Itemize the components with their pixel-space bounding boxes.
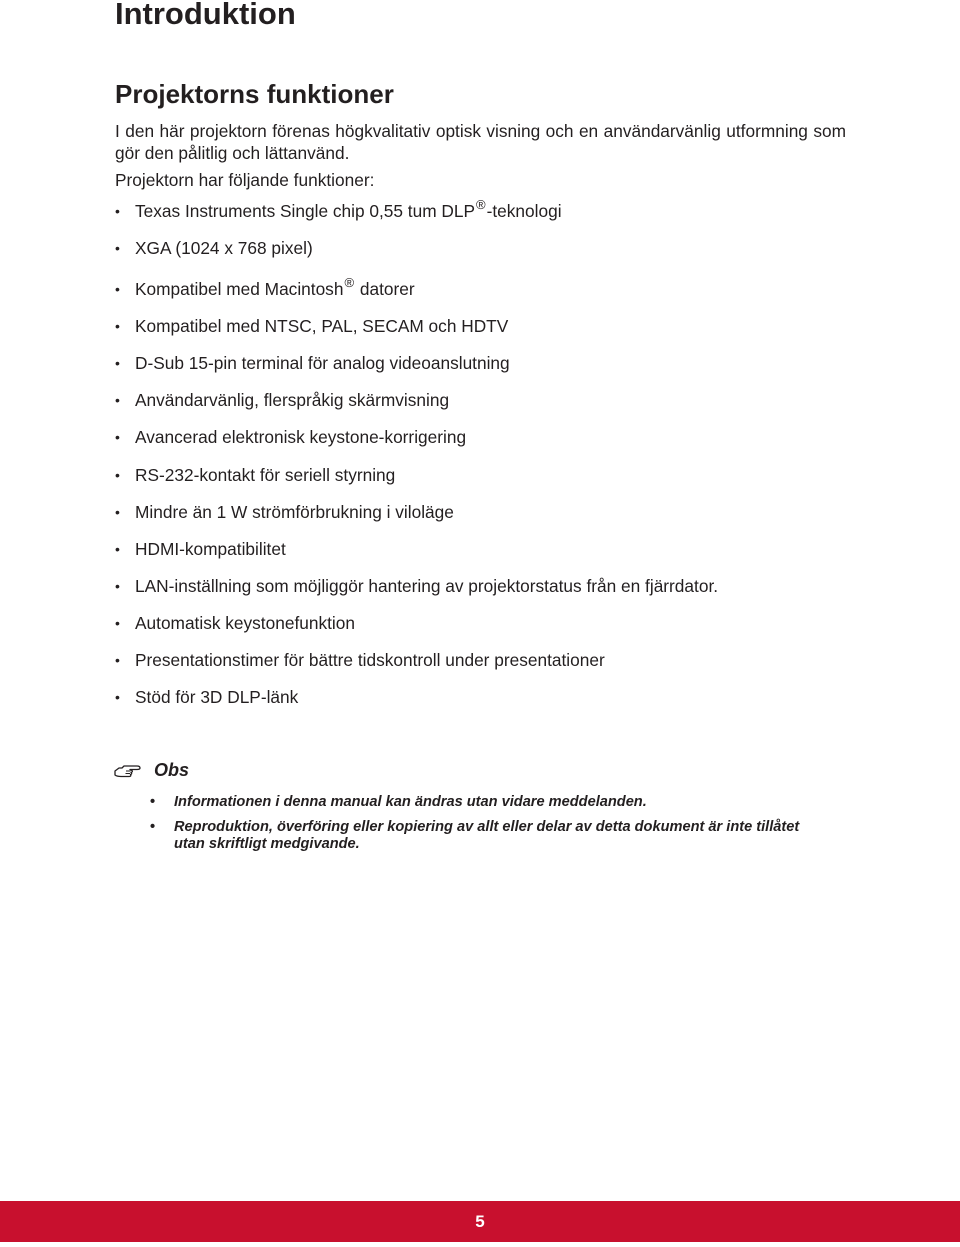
section-title: Projektorns funktioner [115, 79, 394, 109]
bullet: • [115, 392, 120, 409]
feature-text [135, 275, 415, 302]
bullet: • [115, 614, 120, 631]
note-title: Obs [154, 760, 190, 780]
features-lead: Projektorn har följande funktioner: [115, 170, 375, 190]
feature-text: D-Sub 15-pin terminal för analog videoanslutning [135, 353, 510, 374]
feature-text: Kompatibel med NTSC, PAL, SECAM och HDTV [135, 316, 509, 337]
intro-paragraph: I den här projektorn förenas högkvalitativ optisk visning och en användarvänlig utformning som gör den pålitlig och lättanvänd. [115, 121, 846, 163]
bullet: • [150, 794, 156, 810]
bullet: • [115, 503, 120, 520]
feature-text: Presentationstimer för bättre tidskontroll under presentationer [135, 650, 605, 671]
bullet: • [115, 429, 120, 446]
bullet: • [115, 540, 120, 557]
feature-text-suffix: datorer [355, 279, 415, 300]
feature-text: XGA (1024 x 768 pixel) [135, 238, 313, 259]
feature-text [135, 197, 562, 224]
feature-text: Mindre än 1 W strömförbrukning i viloläge [135, 501, 454, 522]
bullet: • [115, 466, 120, 483]
note-text: Informationen i denna manual kan ändras utan vidare meddelanden. [174, 794, 647, 810]
feature-text: Användarvänlig, flerspråkig skärmvisning [135, 390, 450, 411]
registered-mark: ® [476, 197, 486, 212]
page-number: 5 [475, 1212, 485, 1231]
feature-text-main: Kompatibel med Macintosh [135, 279, 344, 300]
note-list [150, 794, 830, 861]
bullet: • [115, 689, 120, 706]
bullet: • [115, 355, 120, 372]
feature-text: RS-232-kontakt för seriell styrning [135, 464, 396, 485]
bullet: • [115, 240, 120, 257]
bullet: • [115, 281, 120, 298]
registered-mark: ® [344, 275, 355, 291]
feature-text: Avancerad elektronisk keystone-korrigering [135, 427, 467, 448]
feature-text-main: Texas Instruments Single chip 0,55 tum DLP [135, 201, 476, 221]
bullet: • [115, 203, 120, 219]
feature-text: LAN-inställning som möjliggör hantering av projektorstatus från en fjärrdator. [135, 575, 719, 596]
pointing-hand-icon [113, 757, 145, 781]
note-item [150, 819, 830, 853]
note-text: Reproduktion, överföring eller kopiering av allt eller delar av detta dokument är inte tillåtet utan skriftligt medgivande. [174, 819, 800, 852]
feature-text: Stöd för 3D DLP-länk [135, 687, 299, 708]
bullet: • [115, 652, 120, 669]
feature-text-suffix: -teknologi [486, 201, 562, 221]
footer-bar [0, 1201, 960, 1242]
feature-text: Automatisk keystonefunktion [135, 612, 355, 633]
feature-text: HDMI-kompatibilitet [135, 538, 286, 559]
bullet: • [115, 577, 120, 594]
page-title: Introduktion [115, 0, 296, 31]
note-item [150, 794, 830, 811]
bullet: • [150, 819, 156, 835]
bullet: • [115, 318, 120, 335]
